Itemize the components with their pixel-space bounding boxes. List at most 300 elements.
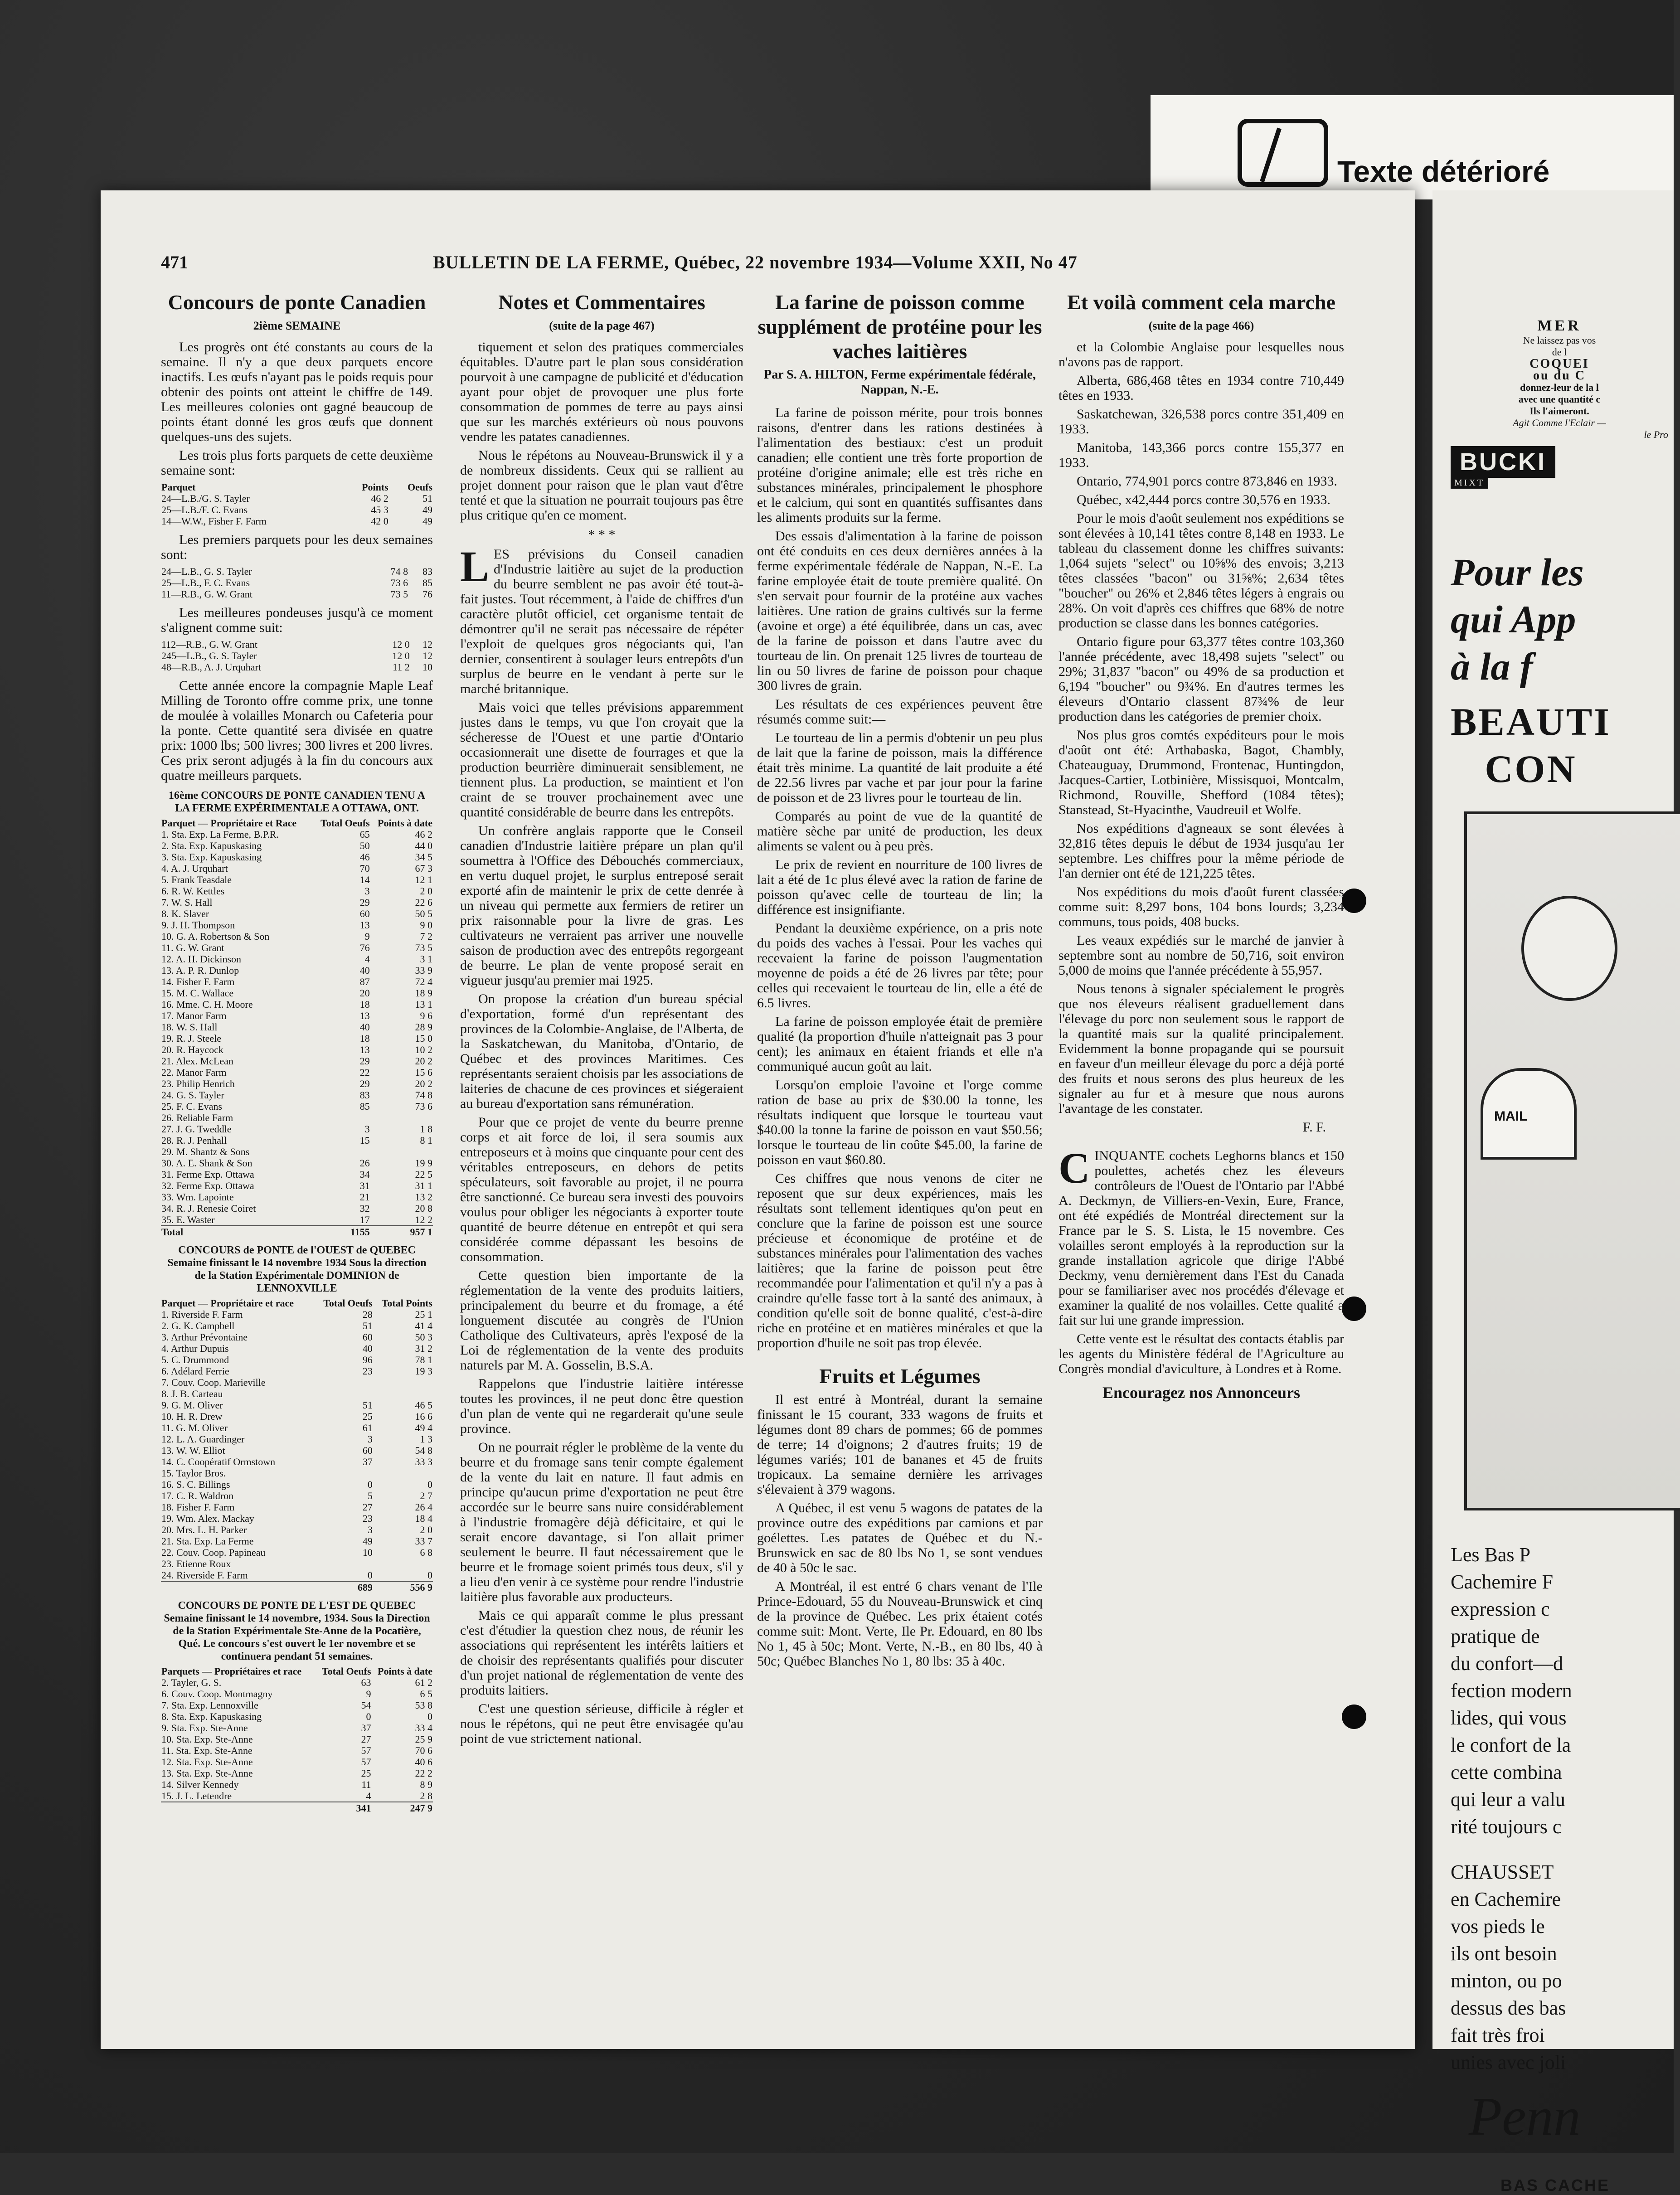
table-cell-value: 83 [422, 566, 432, 577]
table-cell-name: 22. Couv. Coop. Papineau [161, 1547, 266, 1558]
table-cell-value: 12 [422, 639, 432, 650]
table-cell-value: 44 0 [415, 840, 432, 851]
table-row [161, 1123, 433, 1135]
table-cell-name: 4. Arthur Dupuis [161, 1343, 229, 1354]
table-cell-name: 112—R.B., G. W. Grant [161, 639, 257, 650]
table-cell-value: 27 [362, 1501, 373, 1513]
adjacent-page-advertisement [1432, 190, 1674, 2195]
table-cell-value: 63 [361, 1677, 371, 1688]
article-title: Et voilà comment cela marche [1067, 291, 1335, 314]
table-cell-name: 15. J. L. Letendre [161, 1790, 232, 1802]
table-cell-value: 31 [359, 1180, 370, 1191]
table-row [161, 1067, 433, 1078]
total-value: 556 9 [373, 1581, 433, 1593]
table-cell-value: 46 2 [415, 829, 432, 840]
paragraph: Les trois plus forts parquets de cette deuxième semaine sont: [161, 448, 433, 478]
table-cell-value: 25 [362, 1411, 373, 1422]
table-row [161, 1535, 433, 1547]
table-row [161, 1422, 433, 1433]
paragraph: et la Colombie Anglaise pour lesquelles nous n'avons pas de rapport. [1058, 340, 1344, 369]
table-cell-name: 9. J. H. Thompson [161, 919, 235, 931]
article-subtitle: 2ième SEMAINE [253, 319, 341, 332]
table-cell-name: 12. A. H. Dickinson [161, 953, 241, 965]
drop-cap: L [460, 542, 490, 591]
table-cell-name: 6. Couv. Coop. Montmagny [161, 1688, 273, 1700]
paragraph: Nous tenons à signaler spécialement le progrès que nos éleveurs réalisent graduellement dans l'élevage du porc non seulement sous le rapport de la quantité mais sur la qualité principalement. Evidemment la bonne propagande qui se poursuit en faveur d'un meilleur élevage du porc a déjà porté des fruits et nous serons des plus heureux de les signaler au fur et à mesure que nous aurons l'avantage de les constater. [1058, 981, 1344, 1116]
table-row [161, 851, 433, 863]
table-cell-value: 19 3 [415, 1365, 432, 1377]
table-header: Oeufs [408, 481, 432, 493]
table-header: Parquet — Propriétaire et Race [161, 817, 297, 829]
table-row [161, 908, 433, 919]
table-row [161, 1388, 433, 1399]
ad-body-text-2 [1451, 1859, 1668, 2076]
table-cell-value: 34 [359, 1169, 370, 1180]
table-row [161, 1569, 433, 1581]
table-cell-name: 32. Ferme Exp. Ottawa [161, 1180, 254, 1191]
table-cell-value: 5 [367, 1490, 373, 1501]
table-row [161, 1677, 433, 1688]
paragraph: Pour que ce projet de vente du beurre prenne corps et ait force de loi, il sera soumis aux entreposeurs et à moins que cinquante pour cent des véritables entreposeurs, en dehors de petits spéculateurs, soit favorable au projet, il ne pourra être sanctionné. Ce bureau sera investi des pouvoirs voulus pour obliger les négociants à exporter toute quantité de beurre détenue en entrepôt et qui sera considérée comme dépassant les besoins de consommation. [460, 1115, 743, 1264]
table-cell-value: 25 1 [415, 1309, 432, 1320]
paragraph: Cette année encore la compagnie Maple Leaf Milling de Toronto offre comme prix, une tonne de moulée à volailles Monarch ou Cafeteria pour la ponte. Cette quantité sera divisée en quatre prix: 1000 lbs; 500 livres; 300 livres et 200 livres. Ces prix seront adjugés à la fin du concours aux quatre meilleurs parquets. [161, 678, 433, 783]
paragraph: Cette vente est le résultat des contacts établis par les agents du Ministère fédéral de l'Agriculture au Congrès mondial d'aviculture, à Londres et à Rome. [1058, 1331, 1344, 1376]
ad-body-line: fection modern [1451, 1680, 1572, 1702]
table-cell-name: 27. J. G. Tweddle [161, 1123, 232, 1135]
table-cell-value: 13 1 [415, 999, 432, 1010]
mailbox-label: MAIL [1494, 1109, 1528, 1124]
table-cell-value: 10 2 [415, 1044, 432, 1055]
table-cell-value [373, 1558, 433, 1569]
table-cell-name: 20. Mrs. L. H. Parker [161, 1524, 247, 1535]
table-cell-value: 19 9 [415, 1157, 432, 1169]
table-cell-value: 12 2 [415, 1214, 432, 1225]
binding-hole [1342, 1705, 1366, 1729]
table-cell-value: 27 [361, 1734, 371, 1745]
table-cell-value: 18 [359, 1033, 370, 1044]
table-cell-value: 49 [422, 515, 432, 527]
table-cell-name: 8. Sta. Exp. Kapuskasing [161, 1711, 262, 1722]
table-cell-name: 24. Riverside F. Farm [161, 1569, 248, 1581]
table-cell-value: 1 3 [420, 1433, 432, 1445]
ad-line: donnez-leur de la l [1520, 382, 1599, 393]
table-cell-value: 33 4 [415, 1722, 432, 1734]
table-cell-value: 3 [364, 1123, 370, 1135]
table-header: Parquets — Propriétaires et race [161, 1666, 302, 1677]
table-row [161, 1146, 433, 1157]
paragraph: Pour le mois d'août seulement nos expéditions se sont élevées à 10,141 têtes contre 8,148 en 1933. Le tableau du classement donne les chiffres suivants: 1,064 sujets "select" ou 10⅝% des envois; 3,213 têtes classées "bacon" ou 31⅝%; 2,634 têtes "boucher" ou 26% et 2,846 têtes légers à engrais ou 28%. On voit d'après ces chiffres que 68% de notre production se classe dans les bonnes catégories. [1058, 511, 1344, 631]
ad-body-line: minton, ou po [1451, 1970, 1562, 1992]
table-row [161, 1433, 433, 1445]
table-cell-value [315, 1558, 373, 1569]
table-row [161, 1756, 433, 1768]
paragraph: Il est entré à Montréal, durant la semaine finissant le 15 courant, 333 wagons de fruits et légumes dont 89 chars de pommes; 66 de pommes de terre; 14 d'oignons; 2 d'autres fruits; 19 de légumes variés; 101 de bananes et 45 de fruits tropicaux. La semaine dernière les arrivages s'élevaient à 379 wagons. [757, 1392, 1043, 1497]
table-cell-value: 57 [361, 1756, 371, 1768]
table-row [161, 976, 433, 987]
paragraph: Les résultats de ces expériences peuvent être résumés comme suit:— [757, 697, 1043, 727]
table-cell-name: 21. Alex. McLean [161, 1055, 233, 1067]
table-cell-value: 37 [361, 1722, 371, 1734]
lennoxville-contest-title: CONCOURS de PONTE de l'OUEST de QUEBEC Semaine finissant le 14 novembre 1934 Sous la direction de la Station Expérimentale DOMINION de LENNOXVILLE [167, 1244, 427, 1294]
ad-body-line: rité toujours c [1451, 1816, 1562, 1838]
table-cell-value: 29 [359, 897, 370, 908]
table-cell-value: 40 [362, 1343, 373, 1354]
table-cell-value: 2 0 [420, 885, 432, 897]
table-cell-value: 6 8 [420, 1547, 432, 1558]
paragraph: Alberta, 686,468 têtes en 1934 contre 710,449 têtes en 1933. [1058, 373, 1344, 403]
table-cell-value: 60 [362, 1331, 373, 1343]
table-row [161, 1479, 433, 1490]
table-cell-value: 0 [367, 1569, 373, 1581]
table-cell-value: 15 0 [415, 1033, 432, 1044]
table-cell-value: 20 [359, 987, 370, 999]
table-row [161, 1779, 433, 1790]
table-row [161, 885, 433, 897]
total-label: Total [161, 1226, 314, 1238]
table-cell-name: 8. K. Slaver [161, 908, 209, 919]
table-cell-value: 51 [362, 1399, 373, 1411]
table-row [161, 1214, 433, 1226]
paragraph: Mais voici que telles prévisions apparemment justes dans le temps, vu que l'on croyait que la sécheresse de l'Ouest et une partie d'Ontario occasionnerait une disette de fourrages et que la production beurrière diminuerait sensiblement, ne tiennent plus. La production, se maintient et l'on craint de se trouver prochainement avec une quantité considérable de beurre dans les entrepôts. [460, 700, 743, 820]
lead-paragraph-text: INQUANTE cochets Leghorns blancs et 150 poulettes, achetés chez les éleveurs contrôleurs de l'Ouest de l'Ontario par l'Abbé A. Deckmyn, de Villiers-en-Vexin, Eure, France, ont été expédiés de Montréal directement sur la France par le S. S. Lista, le 15 novembre. Ces volailles seront employés à la reproduction sur la grande installation agricole que dirige l'Abbé Deckmy, venu dernièrement dans l'Est du Canada pour se familiariser avec nos procédés d'élevage et examiner la qualité de nos volailles. Cette qualité a fait sur lui une grande impression. [1058, 1148, 1344, 1328]
table-cell-value: 49 [362, 1535, 373, 1547]
table-row [161, 1331, 433, 1343]
table-row [161, 1547, 433, 1558]
table-row [161, 1445, 433, 1456]
table-cell-value: 96 [362, 1354, 373, 1365]
table-cell-value: 22 [359, 1067, 370, 1078]
page-number: 471 [161, 252, 188, 272]
table-cell-value: 73 6 [415, 1101, 432, 1112]
table-cell-name: 21. Sta. Exp. La Ferme [161, 1535, 254, 1547]
paragraph: Nos expéditions du mois d'août furent classées comme suit: 8,297 bons, 104 bons lourds; 3,234 communs, tous poids, 408 bucks. [1058, 884, 1344, 929]
article-subtitle: (suite de la page 466) [1148, 319, 1254, 332]
table-cell-name: 17. Manor Farm [161, 1010, 227, 1021]
ad-line: avec une quantité c [1518, 393, 1601, 405]
table-cell-value: 32 [359, 1203, 370, 1214]
table-row [161, 493, 433, 504]
table-cell-value: 23 [362, 1513, 373, 1524]
paragraph: tiquement et selon des pratiques commerciales équitables. D'autre part le plan sous considération pourvoit à une campagne de publicité et d'éducation ayant pour objet de provoquer une plus forte consommation de pommes de terre au pays ainsi que sur les marchés extérieurs où nous pouvons vendre les patates canadiennes. [460, 340, 743, 444]
table-cell-name: 12. Sta. Exp. Ste-Anne [161, 1756, 253, 1768]
table-cell-value: 0 [427, 1569, 432, 1581]
ad-headline-line: CON [1485, 747, 1577, 791]
ad-body-line: du confort—d [1451, 1652, 1563, 1675]
table-cell-value: 85 [359, 1101, 370, 1112]
table-cell-value: 23 [362, 1365, 373, 1377]
table-cell-value: 41 4 [415, 1320, 432, 1331]
table-cell-name: 10. Sta. Exp. Ste-Anne [161, 1734, 253, 1745]
table-cell-value: 31 1 [415, 1180, 432, 1191]
table-cell-name: 11. G. M. Oliver [161, 1422, 228, 1433]
table-row [161, 1033, 433, 1044]
table-row [161, 1399, 433, 1411]
table-cell-value: 13 [359, 1010, 370, 1021]
table-cell-value: 2 7 [420, 1490, 432, 1501]
table-header: Total Points [381, 1297, 432, 1309]
ad-line: Agit Comme l'Eclair — [1513, 417, 1606, 428]
ad-body-line: Les Bas P [1451, 1544, 1530, 1566]
author-signature: F. F. [1302, 1120, 1326, 1135]
paragraph: Les veaux expédiés sur le marché de janvier à septembre sont au nombre de 50,716, soit environ 5,000 de moins que l'année précédente à 55,957. [1058, 933, 1344, 978]
deteriorated-page-icon [1238, 119, 1328, 187]
table-cell-name: 31. Ferme Exp. Ottawa [161, 1169, 254, 1180]
table-cell-name: 24—L.B., G. S. Tayler [161, 566, 252, 577]
paragraph: Ontario, 774,901 porcs contre 873,846 en 1933. [1077, 474, 1337, 489]
table-row [161, 1558, 433, 1569]
table-row [161, 1135, 433, 1146]
table-row [161, 931, 433, 942]
table-cell-value: 57 [361, 1745, 371, 1756]
table-cell-value: 60 [362, 1445, 373, 1456]
pondeuses-table [161, 639, 433, 673]
article-title: Notes et Commentaires [498, 291, 705, 314]
table-cell-value: 61 [362, 1422, 373, 1433]
table-cell-name: 14—W.W., Fisher F. Farm [161, 515, 267, 527]
table-header: Parquet — Propriétaire et race [161, 1297, 294, 1309]
total-label [161, 1581, 315, 1593]
table-cell-name: 245—L.B., G. S. Tayler [161, 650, 257, 661]
table-cell-value: 50 3 [415, 1331, 432, 1343]
page-header [161, 252, 1408, 283]
table-row [161, 1191, 433, 1203]
ad-body-line: CHAUSSET [1451, 1861, 1554, 1883]
table-header: Total Oeufs [321, 1666, 371, 1677]
paragraph: Saskatchewan, 326,538 porcs contre 351,409 en 1933. [1058, 407, 1344, 437]
table-cell-value: 33 3 [415, 1456, 432, 1467]
table-cell-value: 3 1 [420, 953, 432, 965]
table-cell-value: 28 [362, 1309, 373, 1320]
table-cell-value: 20 2 [415, 1055, 432, 1067]
paragraph: Ces chiffres que nous venons de citer ne reposent que sur deux expériences, mais les résultats sont tellement identiques qu'on peut en conclure que la farine de poisson est une source précieuse et économique de protéine et de substances minérales pour l'alimentation des vaches laitières; que la farine de poisson peut être recommandée pour l'alimentation et qu'il n'y a pas à craindre qu'elle fasse tort à la santé des animaux, à condition qu'elle soit de bonne qualité, c'est-à-dire riche en protéine et en matières minérales et que la proportion d'huile ne soit pas trop élevée. [757, 1171, 1043, 1350]
table-row [161, 1411, 433, 1422]
table-cell-name: 25. F. C. Evans [161, 1101, 222, 1112]
table-cell-value: 9 [364, 931, 370, 942]
table-row [161, 1157, 433, 1169]
table-cell-value: 73 5 [390, 588, 408, 600]
paragraph: Des essais d'alimentation à la farine de poisson ont été conduits en ces deux dernières années à la ferme expérimentale fédérale de Nappan, N.-E. La farine employée était de toute première qualité. On s'en servait pour fournir de la protéine aux vaches laitières. Une ration de grains cultivés sur la ferme (avoine et orge) a été équilibrée, dans un cas, avec de la farine de poisson et dans l'autre avec du tourteau de lin. On prenait 125 livres de tourteau de lin ou 50 livres de farine de poisson pour chaque 300 livres de grain. [757, 529, 1043, 693]
column-notes-commentaires [460, 290, 743, 1945]
table-cell-value: 85 [422, 577, 432, 588]
paragraph: Le prix de revient en nourriture de 100 livres de lait a été de 1c plus élevé avec la ration de farine de poisson qu'avec celle de tourteau de lin; la différence est insignifiante. [757, 857, 1043, 917]
table-row [161, 1309, 433, 1320]
table-row [161, 588, 433, 600]
table-cell-value: 15 [359, 1135, 370, 1146]
paragraph: Nous le répétons au Nouveau-Brunswick il y a de nombreux dissidents. Ceux qui se rallient au projet donnent pour raison que le plan vaut d'être tenté et que la situation ne pourrait toujours pas être plus critique qu'en ce moment. [460, 448, 743, 523]
table-cell-value: 6 5 [420, 1688, 432, 1700]
table-row [161, 1078, 433, 1089]
section-separator: * * * [588, 527, 616, 542]
table-cell-value: 76 [422, 588, 432, 600]
total-value: 341 [316, 1802, 372, 1814]
table-cell-value: 3 [367, 1433, 373, 1445]
table-row [161, 942, 433, 953]
table-cell-name: 19. Wm. Alex. Mackay [161, 1513, 254, 1524]
table-header: Parquet [161, 481, 196, 493]
table-row [161, 1513, 433, 1524]
table-cell-value: 33 7 [415, 1535, 432, 1547]
lennoxville-contest-table [161, 1297, 433, 1593]
table-cell-value: 17 [359, 1214, 370, 1225]
table-cell-value [314, 1146, 370, 1157]
table-cell-value: 60 [359, 908, 370, 919]
table-cell-value: 20 8 [415, 1203, 432, 1214]
table-cell-value: 50 [359, 840, 370, 851]
table-cell-value: 4 [364, 953, 370, 965]
table-row [161, 1089, 433, 1101]
table-row [161, 1490, 433, 1501]
table-cell-value: 12 1 [415, 874, 432, 885]
table-row [161, 639, 433, 650]
top-parquets-table [161, 481, 433, 527]
lead-paragraph-text: ES prévisions du Conseil canadien d'Industrie laitière au sujet de la production du beurre semblent ne pas avoir été tout-à-fait justes. Tout récemment, à l'aide de chiffres d'un caractère plutôt officiel, cet organisme tentait de démontrer qu'il ne serait pas nécessaire de répéter l'exploit de quelques gros négociants qui, l'an dernier, consentirent à soulager leurs entrepôts d'un surplus de beurre en le vendant à perte sur le marché britannique. [460, 547, 743, 696]
total-value: 247 9 [372, 1802, 433, 1814]
ad-line: ou du C [1533, 369, 1586, 383]
table-cell-value: 18 9 [415, 987, 432, 999]
table-cell-value: 1 8 [420, 1123, 432, 1135]
table-cell-value: 87 [359, 976, 370, 987]
table-row [161, 1688, 433, 1700]
table-cell-value: 9 [366, 1688, 371, 1700]
table-cell-name: 18. Fisher F. Farm [161, 1501, 235, 1513]
deteriorated-text-label: Texte détérioré [1337, 155, 1550, 188]
table-cell-name: 7. W. S. Hall [161, 897, 213, 908]
table-row [161, 1010, 433, 1021]
paragraph: Comparés au point de vue de la quantité de matière sèche par unité de production, les deux aliments se valent ou à peu près. [757, 809, 1043, 854]
table-cell-value: 26 [359, 1157, 370, 1169]
table-cell-value: 33 9 [415, 965, 432, 976]
paragraph: A Québec, il est venu 5 wagons de patates de la province outre des expéditions par camions et par goélettes. Les patates de Québec et du N.-Brunswick en sac de 80 lbs No 1, se sont vendues de 40 à 50c le sac. [757, 1501, 1043, 1575]
table-cell-value: 34 5 [415, 851, 432, 863]
ad-body-line: en Cachemire [1451, 1888, 1561, 1910]
table-row [161, 1101, 433, 1112]
table-cell-value [373, 1388, 433, 1399]
table-cell-value: 73 6 [390, 577, 408, 588]
ad-body-line: expression c [1451, 1598, 1550, 1620]
table-row [161, 1768, 433, 1779]
binding-hole [1342, 1297, 1366, 1321]
table-cell-name: 5. Frank Teasdale [161, 874, 232, 885]
table-cell-name: 24—L.B./G. S. Tayler [161, 493, 250, 504]
table-row [161, 1377, 433, 1388]
paragraph: Un confrère anglais rapporte que le Conseil canadien d'Industrie laitière prépare un plan qu'il soumettra à l'Office des Débouchés commerciaux, en vertu duquel projet, le surplus entreposé serait exporté afin de maintenir le prix de cette denrée à un niveau qui permette aux fermiers de retirer un prix raisonnable pour la livre de gras. Les cultivateurs ne verraient pas arriver une nouvelle saison de production avec des entrepôts regorgeant de beurre. Le plan de vente proposé serait en vigueur jusqu'au premier mai 1925. [460, 823, 743, 988]
table-cell-value [370, 1112, 433, 1123]
paragraph: Les progrès ont été constants au cours de la semaine. Il n'y a que deux parquets encore inactifs. Les œufs n'ayant pas le poids requis pour obtenir des points ont atteint le chiffre de 149. Les meilleures colonies ont gagné beaucoup de points étant donné les gros œufs que donnent quelques-uns des sujets. [161, 340, 433, 444]
table-cell-name: 13. A. P. R. Dunlop [161, 965, 239, 976]
table-cell-name: 8. J. B. Carteau [161, 1388, 223, 1399]
table-cell-name: 28. R. J. Penhall [161, 1135, 227, 1146]
table-cell-value: 2 0 [420, 1524, 432, 1535]
table-cell-name: 35. E. Waster [161, 1214, 215, 1225]
table-cell-value [315, 1377, 373, 1388]
ad-line: COQUEI [1529, 357, 1589, 371]
table-cell-value: 21 [359, 1191, 370, 1203]
ad-body-line: le confort de la [1451, 1734, 1571, 1756]
paragraph: Mais ce qui apparaît comme le plus pressant c'est d'étudier la question chez nous, de réunir les associations qui représentent les intérêts laitiers et de choisir des représentants qualifiés pour discuter d'un projet national de réglementation de vente des produits laitiers. [460, 1608, 743, 1698]
table-cell-name: 25—L.B./F. C. Evans [161, 504, 248, 515]
paragraph: Les meilleures pondeuses jusqu'à ce moment s'alignent comme suit: [161, 605, 433, 635]
table-cell-value: 22 6 [415, 897, 432, 908]
table-cell-name: 19. R. J. Steele [161, 1033, 221, 1044]
table-cell-value: 78 1 [415, 1354, 432, 1365]
table-cell-name: 34. R. J. Renesie Coiret [161, 1203, 256, 1214]
table-row [161, 515, 433, 527]
ad-body-text [1451, 1541, 1668, 1840]
table-cell-name: 48—R.B., A. J. Urquhart [161, 661, 261, 673]
table-row [161, 504, 433, 515]
table-cell-name: 1. Sta. Exp. La Ferme, B.P.R. [161, 829, 279, 840]
table-row [161, 1320, 433, 1331]
table-row [161, 661, 433, 673]
table-cell-name: 2. Tayler, G. S. [161, 1677, 222, 1688]
paragraph: Nos expéditions d'agneaux se sont élevées à 32,816 têtes depuis le début de 1934 jusqu'au 1er septembre. Les chiffres pour la même période de l'an dernier ont été de 121,225 têtes. [1058, 821, 1344, 881]
ad-headline-line: à la f [1451, 645, 1533, 688]
table-cell-value: 20 2 [415, 1078, 432, 1089]
paragraph: On ne pourrait régler le problème de la vente du beurre et du fromage sans tenir compte également de la vente du lait en nature. Il faut admis en principe qu'aucun prime d'exportation ne peut être accordée sur le beurre sans nuire considérablement à l'industrie fromagère déjà déficitaire, et qui le serait encore davantage, si l'on allait primer seulement le beurre. Il faut nécessairement que le beurre et le fromage soient primés tous deux, s'il y a lieu d'en venir à ce système pour rendre l'industrie laitière plus favorable aux producteurs. [460, 1440, 743, 1604]
drop-cap: C [1058, 1144, 1090, 1192]
table-row [161, 965, 433, 976]
table-cell-value: 2 8 [420, 1790, 432, 1802]
table-cell-value: 15 6 [415, 1067, 432, 1078]
table-cell-value: 37 [362, 1456, 373, 1467]
table-row [161, 1354, 433, 1365]
table-cell-name: 16. S. C. Billings [161, 1479, 230, 1490]
column-farine-poisson [757, 290, 1043, 1945]
table-row [161, 1700, 433, 1711]
table-cell-value: 18 [359, 999, 370, 1010]
table-cell-name: 18. W. S. Hall [161, 1021, 218, 1033]
table-cell-value: 50 5 [415, 908, 432, 919]
ad-body-line: vos pieds le [1451, 1915, 1545, 1938]
table-cell-value [370, 1146, 433, 1157]
ad-body-line: fait très froi [1451, 2024, 1545, 2046]
table-cell-value: 73 5 [415, 942, 432, 953]
table-cell-name: 25—L.B., F. C. Evans [161, 577, 250, 588]
publication-header: BULLETIN DE LA FERME, Québec, 22 novembre 1934—Volume XXII, No 47 [433, 252, 1078, 272]
table-cell-name: 33. Wm. Lapointe [161, 1191, 234, 1203]
article-subtitle: (suite de la page 467) [549, 319, 655, 332]
table-cell-value: 76 [359, 942, 370, 953]
table-cell-name: 14. Silver Kennedy [161, 1779, 239, 1790]
ad-body-line: cette combina [1451, 1761, 1562, 1783]
ad-line: de l [1552, 346, 1567, 358]
table-cell-name: 24. G. S. Tayler [161, 1089, 224, 1101]
woman-illustration-icon [1521, 896, 1617, 1001]
table-row [161, 1456, 433, 1467]
table-cell-name: 20. R. Haycock [161, 1044, 223, 1055]
table-cell-value: 26 4 [415, 1501, 432, 1513]
table-cell-value: 42 0 [371, 515, 388, 527]
table-row [161, 1021, 433, 1033]
table-cell-value: 70 [359, 863, 370, 874]
table-row [161, 953, 433, 965]
table-cell-value: 40 [359, 965, 370, 976]
table-row [161, 987, 433, 999]
table-cell-value [373, 1467, 433, 1479]
table-cell-name: 11. Sta. Exp. Ste-Anne [161, 1745, 252, 1756]
table-row [161, 1169, 433, 1180]
total-value: 957 1 [370, 1226, 433, 1238]
table-cell-value: 14 [359, 874, 370, 885]
paragraph: Nos plus gros comtés expéditeurs pour le mois d'août ont été: Arthabaska, Bagot, Chambly, Chateauguay, Drummond, Frontenac, Huntingdon, Jacques-Cartier, Lotbinière, Missisquoi, Montcalm, Richmond, Rouville, Shefford (1084 têtes); Stanstead, St-Hyacinthe, Vaudreuil et Wolfe. [1058, 728, 1344, 817]
ad-brand-sub: MIXT [1451, 477, 1488, 489]
table-cell-value: 40 [359, 1021, 370, 1033]
ad-body-line: Cachemire F [1451, 1571, 1554, 1593]
table-cell-value: 83 [359, 1089, 370, 1101]
table-cell-value: 12 0 [392, 639, 410, 650]
ad-illustration-woman-mailbox [1464, 811, 1680, 1510]
article-byline: Par S. A. HILTON, Ferme expérimentale fédérale, Nappan, N.-E. [764, 368, 1036, 397]
